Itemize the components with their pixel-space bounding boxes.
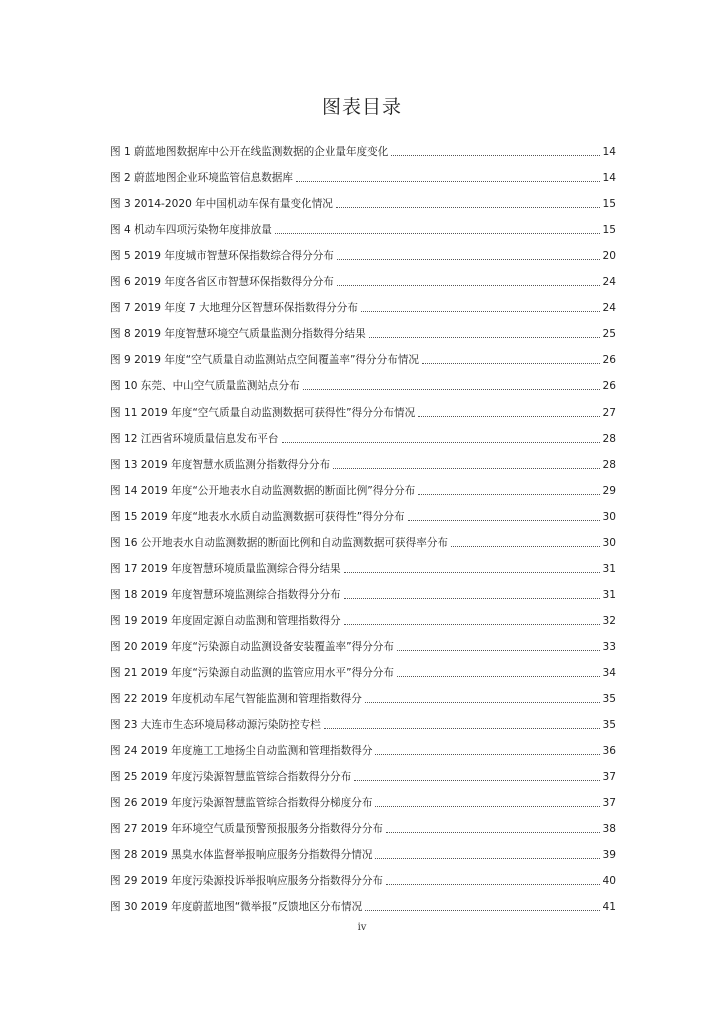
toc-leader-dots <box>344 598 600 599</box>
toc-entry-label: 图 26 2019 年度污染源智慧监管综合指数得分梯度分布 <box>110 797 373 810</box>
toc-entry[interactable] <box>110 576 616 602</box>
toc-leader-dots <box>365 702 600 703</box>
toc-leader-dots <box>418 416 599 417</box>
toc-entry-page-number: 36 <box>602 745 616 758</box>
toc-entry-label: 图 3 2014-2020 年中国机动车保有量变化情况 <box>110 198 333 211</box>
toc-entry-label: 图 15 2019 年度“地表水水质自动监测数据可获得性”得分分布 <box>110 510 405 523</box>
toc-entry[interactable] <box>110 498 616 524</box>
toc-leader-dots <box>337 285 600 286</box>
toc-entry-label: 图 13 2019 年度智慧水质监测分指数得分分布 <box>110 458 331 471</box>
toc-entry-label: 图 10 东莞、中山空气质量监测站点分布 <box>110 380 300 393</box>
page-number: iv <box>357 922 367 933</box>
toc-entry-page-number: 40 <box>602 875 616 888</box>
toc-leader-dots <box>397 676 600 677</box>
toc-entry-label: 图 6 2019 年度各省区市智慧环保指数得分分布 <box>110 276 334 289</box>
toc-entry[interactable] <box>110 654 616 680</box>
toc-entry-page-number: 29 <box>602 484 616 497</box>
toc-entry-page-number: 14 <box>602 146 616 159</box>
toc-entry[interactable] <box>110 367 616 393</box>
toc-entry-page-number: 15 <box>602 224 616 237</box>
toc-leader-dots <box>337 259 600 260</box>
toc-leader-dots <box>275 233 600 234</box>
toc-leader-dots <box>375 858 599 859</box>
toc-entry-page-number: 38 <box>602 823 616 836</box>
toc-entry-label: 图 1 蔚蓝地图数据库中公开在线监测数据的企业量年度变化 <box>110 146 389 159</box>
toc-entry-label: 图 18 2019 年度智慧环境监测综合指数得分分布 <box>110 588 341 601</box>
toc-entry[interactable] <box>110 237 616 263</box>
toc-entry[interactable] <box>110 472 616 498</box>
toc-entry[interactable] <box>110 315 616 341</box>
toc-entry[interactable] <box>110 185 616 211</box>
toc-entry-page-number: 30 <box>602 536 616 549</box>
toc-entry[interactable] <box>110 446 616 472</box>
toc-entry-label: 图 5 2019 年度城市智慧环保指数综合得分分布 <box>110 250 334 263</box>
toc-entry-page-number: 20 <box>602 250 616 263</box>
toc-entry[interactable] <box>110 628 616 654</box>
toc-leader-dots <box>408 520 600 521</box>
toc-entry[interactable] <box>110 732 616 758</box>
toc-entry-label: 图 30 2019 年度蔚蓝地图“微举报”反馈地区分布情况 <box>110 901 363 914</box>
toc-entry-label: 图 25 2019 年度污染源智慧监管综合指数得分分布 <box>110 771 352 784</box>
toc-entry-page-number: 26 <box>602 380 616 393</box>
toc-leader-dots <box>375 806 599 807</box>
toc-entry[interactable] <box>110 706 616 732</box>
toc-entry[interactable] <box>110 784 616 810</box>
toc-entry-page-number: 33 <box>602 640 616 653</box>
toc-entry-page-number: 27 <box>602 406 616 419</box>
toc-entry-page-number: 31 <box>602 588 616 601</box>
toc-entry-page-number: 32 <box>602 614 616 627</box>
toc-entry[interactable] <box>110 341 616 367</box>
toc-entry-label: 图 14 2019 年度“公开地表水自动监测数据的断面比例”得分分布 <box>110 484 416 497</box>
toc-entry-page-number: 14 <box>602 172 616 185</box>
toc-leader-dots <box>451 546 599 547</box>
toc-entry-label: 图 11 2019 年度“空气质量自动监测数据可获得性”得分分布情况 <box>110 406 416 419</box>
toc-entry-page-number: 28 <box>602 432 616 445</box>
toc-leader-dots <box>344 624 600 625</box>
toc-entry-label: 图 17 2019 年度智慧环境质量监测综合得分结果 <box>110 562 341 575</box>
toc-entry-label: 图 12 江西省环境质量信息发布平台 <box>110 432 279 445</box>
toc-entry-page-number: 30 <box>602 510 616 523</box>
toc-leader-dots <box>386 832 600 833</box>
toc-leader-dots <box>296 181 600 182</box>
toc-entry[interactable] <box>110 680 616 706</box>
toc-leader-dots <box>375 754 599 755</box>
toc-entry-label: 图 21 2019 年度“污染源自动监测的监管应用水平”得分分布 <box>110 666 394 679</box>
toc-entry-page-number: 35 <box>602 719 616 732</box>
toc-entry-label: 图 20 2019 年度“污染源自动监测设备安装覆盖率”得分分布 <box>110 640 394 653</box>
toc-entry[interactable] <box>110 888 616 914</box>
toc-entry-label: 图 22 2019 年度机动车尾气智能监测和管理指数得分 <box>110 693 362 706</box>
toc-entry-label: 图 23 大连市生态环境局移动源污染防控专栏 <box>110 719 321 732</box>
toc-entry-page-number: 41 <box>602 901 616 914</box>
toc-entry[interactable] <box>110 758 616 784</box>
toc-entry-label: 图 16 公开地表水自动监测数据的断面比例和自动监测数据可获得率分布 <box>110 536 449 549</box>
toc-entry-label: 图 7 2019 年度 7 大地理分区智慧环保指数得分分布 <box>110 302 358 315</box>
toc-entry-page-number: 34 <box>602 666 616 679</box>
toc-entry-label: 图 29 2019 年度污染源投诉举报响应服务分指数得分分布 <box>110 875 384 888</box>
toc-entry[interactable] <box>110 133 616 159</box>
toc-leader-dots <box>397 650 600 651</box>
toc-entry[interactable] <box>110 393 616 419</box>
toc-entry-label: 图 8 2019 年度智慧环境空气质量监测分指数得分结果 <box>110 328 366 341</box>
table-of-figures <box>110 133 616 914</box>
toc-entry[interactable] <box>110 159 616 185</box>
toc-entry-page-number: 37 <box>602 771 616 784</box>
toc-entry[interactable] <box>110 211 616 237</box>
toc-entry-page-number: 28 <box>602 458 616 471</box>
toc-leader-dots <box>418 494 599 495</box>
toc-entry[interactable] <box>110 550 616 576</box>
toc-leader-dots <box>303 389 600 390</box>
toc-entry[interactable] <box>110 420 616 446</box>
toc-entry[interactable] <box>110 524 616 550</box>
toc-leader-dots <box>282 442 600 443</box>
toc-leader-dots <box>391 155 599 156</box>
toc-entry-label: 图 24 2019 年度施工工地扬尘自动监测和管理指数得分 <box>110 745 373 758</box>
toc-entry-page-number: 35 <box>602 693 616 706</box>
toc-entry-page-number: 39 <box>602 849 616 862</box>
toc-leader-dots <box>324 728 600 729</box>
toc-entry[interactable] <box>110 862 616 888</box>
toc-leader-dots <box>344 572 600 573</box>
toc-entry[interactable] <box>110 810 616 836</box>
toc-entry-label: 图 2 蔚蓝地图企业环境监管信息数据库 <box>110 172 293 185</box>
toc-entry-page-number: 26 <box>602 354 616 367</box>
toc-leader-dots <box>336 207 600 208</box>
toc-leader-dots <box>369 337 600 338</box>
toc-entry-page-number: 15 <box>602 198 616 211</box>
toc-entry[interactable] <box>110 263 616 289</box>
toc-entry[interactable] <box>110 602 616 628</box>
toc-entry-label: 图 19 2019 年度固定源自动监测和管理指数得分 <box>110 614 341 627</box>
toc-leader-dots <box>386 884 600 885</box>
toc-entry-page-number: 31 <box>602 562 616 575</box>
toc-entry[interactable] <box>110 836 616 862</box>
toc-entry-label: 图 27 2019 年环境空气质量预警预报服务分指数得分分布 <box>110 823 384 836</box>
toc-entry-page-number: 37 <box>602 797 616 810</box>
toc-entry-page-number: 24 <box>602 276 616 289</box>
toc-entry[interactable] <box>110 289 616 315</box>
toc-leader-dots <box>365 910 599 911</box>
toc-entry-page-number: 25 <box>602 328 616 341</box>
toc-leader-dots <box>354 780 599 781</box>
toc-entry-label: 图 28 2019 黑臭水体监督举报响应服务分指数得分情况 <box>110 849 373 862</box>
toc-leader-dots <box>361 311 600 312</box>
toc-leader-dots <box>422 363 599 364</box>
toc-leader-dots <box>333 468 599 469</box>
toc-entry-page-number: 24 <box>602 302 616 315</box>
toc-entry-label: 图 4 机动车四项污染物年度排放量 <box>110 224 272 237</box>
page-title: 图表目录 <box>321 96 402 118</box>
toc-entry-label: 图 9 2019 年度“空气质量自动监测站点空间覆盖率”得分分布情况 <box>110 354 420 367</box>
